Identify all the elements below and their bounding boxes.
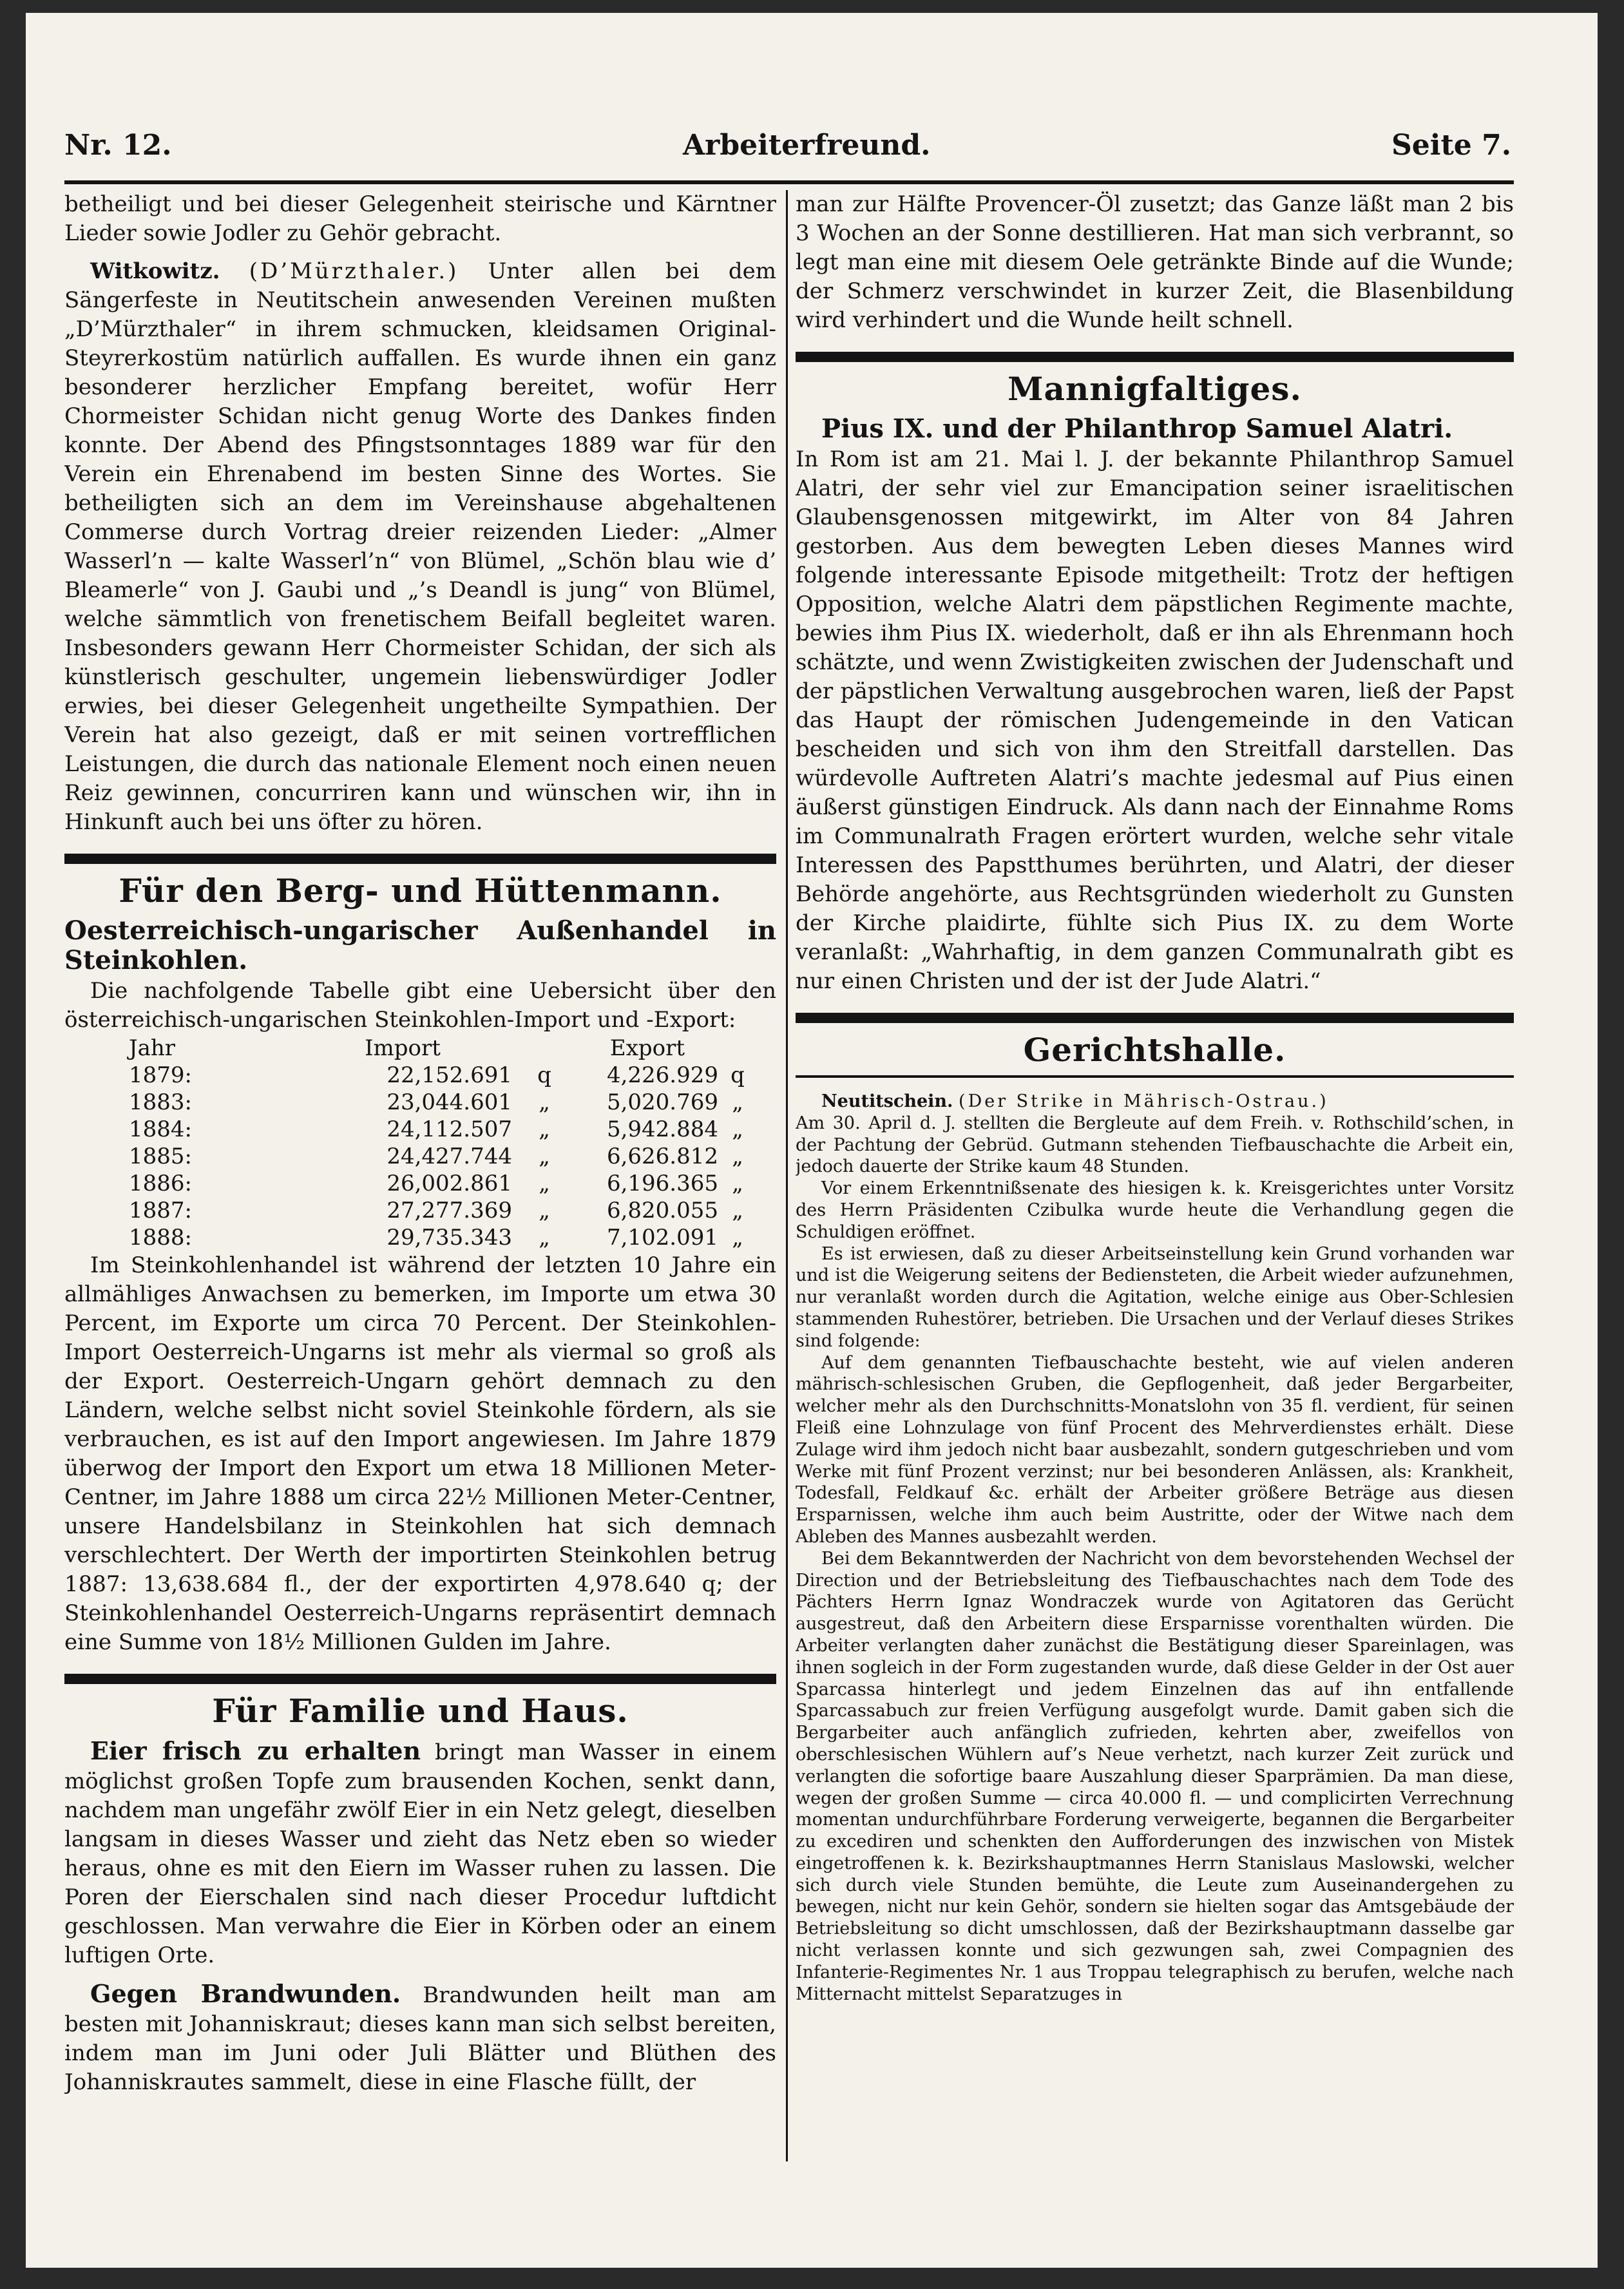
pius-article-title: Pius IX. und der Philanthrop Samuel Alatri. [821, 414, 1453, 444]
year-cell: 1888: [129, 1225, 192, 1250]
table-row [129, 1224, 757, 1251]
unit-cell: „ [539, 1171, 550, 1196]
unit-cell: „ [539, 1198, 550, 1223]
year-cell: 1887: [129, 1198, 192, 1223]
section-heading-family: Für Familie und Haus. [212, 1692, 629, 1730]
year-cell: 1879: [129, 1062, 192, 1088]
section-heading-mining: Für den Berg- und Hüttenmann. [119, 872, 722, 910]
export-cell: 4,226.929 [606, 1062, 718, 1088]
unit-cell: „ [539, 1089, 550, 1115]
section-heading-miscellany: Mannigfaltiges. [1008, 370, 1302, 408]
export-cell: 5,942.884 [606, 1116, 718, 1142]
table-row [129, 1089, 757, 1116]
import-cell: 24,112.507 [387, 1116, 512, 1142]
burns-lead: Gegen Brandwunden. [90, 1979, 401, 2008]
burns-continued: man zur Hälfte Provencer-Öl zusetzt; das Ganze läßt man 2 bis 3 Wochen an der Sonne destillieren. Hat man sich verbrannt, so legt man eine mit diesem Oele getränkte Binde auf die Wunde; der Schmerz verschwindet in kurzer Zeit, die Blasenbildung wird verhindert und die Wunde heilt schnell. [796, 191, 1514, 333]
court-paragraph: Am 30. April d. J. stellten die Bergleute auf dem Freih. v. Rothschild’schen, in der Pachtung der Gebrüd. Gutmann stehenden Tiefbauschachte die Arbeit ein, jedoch dauerte der Strike kaum 48 Stunden. [796, 1113, 1514, 1177]
section-heading-court: Gerichtshalle. [1023, 1031, 1286, 1069]
export-cell: 7,102.091 [606, 1225, 718, 1250]
import-cell: 24,427.744 [387, 1144, 512, 1169]
burns-text: Brandwunden heilt man am besten mit Johanniskraut; dieses kann man sich selbst bereiten, indem man im Juni oder Juli Blätter und Blüthen des Johanniskrautes sammelt, diese in eine Flasche füllt, der [64, 1982, 776, 2095]
unit-cell: q [537, 1062, 551, 1088]
trade-text: Im Steinkohlenhandel ist während der letzten 10 Jahre ein allmähliges Anwachsen zu bemerken, im Importe um etwa 30 Percent, im Exporte um circa 70 Percent. Der Steinkohlen-Import Oesterreich-Ungarns ist mehr als viermal so groß als der Export. Oesterreich-Ungarn gehört demnach zu den Ländern, welche selbst nicht soviel Steinkohle fördern, als sie verbrauchen, es ist auf den Import angewiesen. Im Jahre 1879 überwog der Import den Export um etwa 18 Millionen Meter-Centner, im Jahre 1888 um circa 22½ Millionen Meter-Centner, unsere Handelsbilanz in Steinkohlen hat sich demnach verschlechtert. Der Werth der importirten Steinkohlen betrug 1887: 13,638.684 fl., der der exportirten 4,978.640 q; der Steinkohlenhandel Oesterreich-Ungarns repräsentirt demnach eine Summe von 18½ Millionen Gulden im Jahre. [64, 1252, 776, 1655]
header-rule [64, 180, 1514, 184]
court-intro [796, 1091, 1514, 1113]
court-paragraph: Auf dem genannten Tiefbauschachte besteht, wie auf vielen anderen mährisch-schlesischen Gruben, die Gepflogenheit, daß jeder Bergarbeiter, welcher mehr als den Durchschnitts-Monatslohn von 35 fl. verdient, für seinen Fleiß eine Lohnzulage von fünf Procent des Mehrverdienstes erhält. Diese Zulage wird ihm jedoch nicht baar ausbezahlt, sondern gutgeschrieben und vom Werke mit fünf Prozent verzinst; nur bei besonderen Anlässen, als: Krankheit, Todesfall, Feldkauf &c. erhält der Arbeiter größere Beträge aus diesen Ersparnissen, welche ihm auch beim Austritte, oder der Witwe nach dem Ableben des Mannes ausbezahlt werden. [796, 1352, 1514, 1547]
year-cell: 1884: [129, 1116, 192, 1142]
newspaper-page [26, 13, 1598, 2268]
unit-cell: „ [539, 1225, 550, 1250]
table-row [129, 1143, 757, 1170]
unit-cell: q [731, 1062, 745, 1088]
coal-trade-table [129, 1035, 757, 1251]
court-lead: Neutitschein. [821, 1091, 953, 1111]
witkowitz-article [64, 257, 776, 837]
page-header [64, 129, 1514, 174]
year-cell: 1885: [129, 1144, 192, 1169]
table-header-row [129, 1035, 757, 1062]
year-cell: 1883: [129, 1089, 192, 1115]
col-export-header: Export [609, 1035, 685, 1061]
export-cell: 6,820.055 [606, 1198, 718, 1223]
table-row [129, 1062, 757, 1089]
section-rule [796, 352, 1514, 362]
unit-cell: „ [732, 1089, 743, 1115]
trade-article-title: Oesterreichisch-ungarischer Außenhandel in Steinkohlen. [64, 915, 776, 975]
trade-intro: Die nachfolgende Tabelle gibt eine Uebersicht über den österreichisch-ungarischen Steinkohlen-Import und -Export: [64, 978, 776, 1033]
issue-number: Nr. 12. [64, 129, 172, 162]
page-number: Seite 7. [1391, 129, 1512, 162]
witkowitz-text: Unter allen bei dem Sängerfeste in Neutitschein anwesenden Vereinen mußten „D’Mürzthaler“ in ihrem schmucken, kleidsamen Original-Steyrerkostüm natürlich auffallen. Es wurde ihnen ein ganz besonderer herzlicher Empfang bereitet, wofür Herr Chormeister Schidan nicht genug Worte des Dankes finden konnte. Der Abend des Pfingstsonntages 1889 war für den Verein ein Ehrenabend im besten Sinne des Wortes. Sie betheiligten sich an dem im Vereinshause abgehaltenen Commerse durch Vortrag dreier reizenden Lieder: „Almer Wasserl’n — kalte Wasserl’n“ von Blümel, „Schön blau wie d’ Bleamerle“ von J. Gaubi und „’s Deandl is jung“ von Blümel, welche sämmtlich von frenetischem Beifall begleitet waren. Insbesonders gewann Herr Chormeister Schidan, der sich als künstlerisch geschulter, ungemein liebenswürdiger Jodler erwies, bei dieser Gelegenheit ungetheilte Sympathien. Der Verein hat also gezeigt, daß er mit seinen vortrefflichen Leistungen, die durch das nationale Element noch einen neuen Reiz gewinnen, concurriren kann und wünschen wir, ihn in Hinkunft auch bei uns öfter zu hören. [64, 258, 776, 835]
section-subrule [796, 1075, 1514, 1078]
pius-text: In Rom ist am 21. Mai l. J. der bekannte Philanthrop Samuel Alatri, der sehr viel zur Emancipation seiner israelitischen Glaubensgenossen mitgewirkt, im Alter von 84 Jahren gestorben. Aus dem bewegten Leben dieses Mannes wird folgende interessante Episode mitgetheilt: Trotz der heftigen Opposition, welche Alatri dem päpstlichen Regimente machte, bewies ihm Pius IX. wiederholt, daß er ihn als Ehrenmann hoch schätzte, und wenn Zwistigkeiten zwischen der Judenschaft und der päpstlichen Verwaltung ausgebrochen waren, ließ der Papst das Haupt der römischen Judengemeinde in den Vatican bescheiden und sich von ihm den Streitfall darstellen. Das würdevolle Auftreten Alatri’s machte jedesmal auf Pius einen äußerst günstigen Eindruck. Als dann nach der Einnahme Roms im Communalrath Fragen erörtert wurden, welche sehr vitale Interessen des Papstthumes berührten, und Alatri, der dieser Behörde angehörte, aus Rechtsgründen wiederholt zu Gunsten der Kirche plaidirte, fühlte sich Pius IX. zu dem Worte veranlaßt: „Wahrhaftig, in dem ganzen Communalrath gibt es nur einen Christen und der ist der Jude Alatri.“ [796, 446, 1514, 994]
year-cell: 1886: [129, 1171, 192, 1196]
section-rule [796, 1013, 1514, 1023]
burns-article [64, 1979, 776, 2097]
unit-cell: „ [732, 1198, 743, 1223]
court-subtitle: (Der Strike in Mährisch-Ostrau.) [959, 1091, 1329, 1111]
export-cell: 5,020.769 [606, 1089, 718, 1115]
court-paragraph: Es ist erwiesen, daß zu dieser Arbeitseinstellung kein Grund vorhanden war und ist die Weigerung seitens der Bediensteten, die Arbeit wieder aufzunehmen, nur veranlaßt worden durch die Agitation, welche einige aus Ober-Schlesien stammenden Ruhestörer, betrieben. Die Ursachen und der Verlauf dieses Strikes sind folgende: [796, 1243, 1514, 1351]
col-year-header: Jahr [129, 1035, 176, 1061]
import-cell: 29,735.343 [387, 1225, 512, 1250]
unit-cell: „ [539, 1116, 550, 1142]
table-row [129, 1170, 757, 1197]
court-paragraph: Vor einem Erkenntnißsenate des hiesigen k. k. Kreisgerichtes unter Vorsitz des Herrn Präsidenten Czibulka wurde heute die Verhandlung gegen die Schuldigen eröffnet. [796, 1178, 1514, 1242]
import-cell: 23,044.601 [387, 1089, 512, 1115]
unit-cell: „ [732, 1225, 743, 1250]
court-paragraph: Bei dem Bekanntwerden der Nachricht von dem bevorstehenden Wechsel der Direction und der Betriebsleitung des Tiefbauschachtes nach dem Tode des Pächters Herrn Ignaz Wondraczek wurde von Agitatoren das Gerücht ausgestreut, daß den Arbeitern diese Ersparnisse vorenthalten würden. Die Arbeiter verlangten daher zunächst die Bestätigung dieser Spareinlagen, was ihnen sogleich in der Form zugestanden wurde, daß diese Gelder in der Ost auer Sparcassa hinterlegt und jedem Einzelnen das auf ihn entfallende Sparcassabuch zur freien Verfügung ausgefolgt wurde. Damit gaben sich die Bergarbeiter auch anfänglich zufrieden, kehrten aber, zweifellos von oberschlesischen Wühlern auf’s Neue verhetzt, nach kurzer Zeit zurück und verlangten die sofortige baare Auszahlung dieser Sparprämien. Da man diese, wegen der großen Summe — circa 40.000 fl. — und complicirten Verrechnung momentan undurchführbare Forderung verweigerte, begannen die Bergarbeiter zu excediren und schenkten den Aufforderungen des inzwischen von Mistek eingetroffenen k. k. Bezirkshauptmannes Herrn Stanislaus Maslowski, welcher sich durch viele Stunden bemühte, die Leute zum Auseinandergehen zu bewegen, nicht nur kein Gehör, sondern sie hielten sogar das Amtsgebäude der Betriebsleitung so dicht umschlossen, daß der Bezirkshauptmann dasselbe gar nicht verlassen konnte und sich gezwungen sah, zwei Compagnien des Infanterie-Regimentes Nr. 1 aus Troppau telegraphisch zu berufen, welche nach Mitternacht mittelst Separatzuges in [796, 1548, 1514, 2004]
import-cell: 26,002.861 [387, 1171, 512, 1196]
unit-cell: „ [732, 1116, 743, 1142]
section-rule [64, 854, 776, 864]
table-row [129, 1197, 757, 1224]
eggs-article [64, 1736, 776, 1970]
unit-cell: „ [732, 1171, 743, 1196]
left-column [64, 190, 776, 2168]
witkowitz-subtitle: (D’Mürzthaler.) [249, 258, 459, 284]
export-cell: 6,626.812 [606, 1144, 718, 1169]
eggs-lead: Eier frisch zu erhalten [90, 1736, 421, 1765]
col-import-header: Import [365, 1035, 441, 1061]
witkowitz-lead: Witkowitz. [90, 258, 220, 284]
unit-cell: „ [732, 1144, 743, 1169]
section-rule [64, 1674, 776, 1684]
unit-cell: „ [539, 1144, 550, 1169]
continued-paragraph: betheiligt und bei dieser Gelegenheit steirische und Kärntner Lieder sowie Jodler zu Gehör gebracht. [64, 191, 776, 246]
masthead-title: Arbeiterfreund. [683, 129, 931, 162]
export-cell: 6,196.365 [606, 1171, 718, 1196]
import-cell: 27,277.369 [387, 1198, 512, 1223]
table-row [129, 1116, 757, 1143]
column-divider [786, 190, 788, 2161]
import-cell: 22,152.691 [387, 1062, 512, 1088]
eggs-text: bringt man Wasser in einem möglichst großen Topfe zum brausenden Kochen, senkt dann, nachdem man ungefähr zwölf Eier in ein Netz gelegt, dieselben langsam in dieses Wasser und zieht das Netz eben so wieder heraus, ohne es mit den Eiern im Wasser ruhen zu lassen. Die Poren der Eierschalen sind nach dieser Procedur luftdicht geschlossen. Man verwahre die Eier in Körben oder an einem luftigen Orte. [64, 1739, 776, 1968]
right-column [796, 190, 1514, 2168]
